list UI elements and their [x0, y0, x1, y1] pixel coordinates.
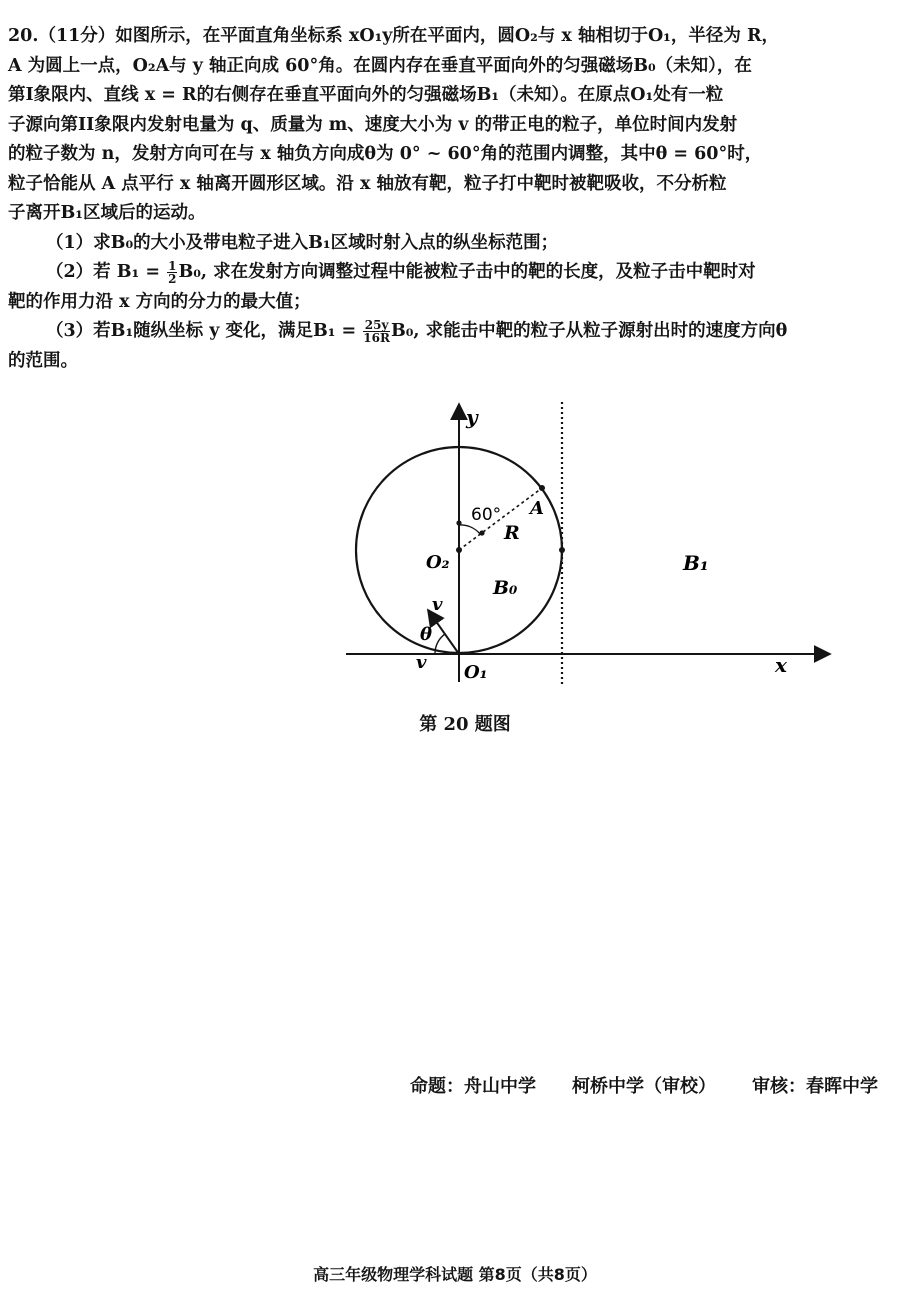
dot-on-axis	[456, 520, 461, 525]
stem-line: 子源向第II象限内发射电量为 q、质量为 m、速度大小为 v 的带正电的粒子，单位时间内发射	[8, 114, 738, 135]
label-r: R	[504, 522, 520, 544]
label-a: A	[530, 498, 544, 519]
question-points: （11分）	[38, 26, 116, 46]
part3-body: B₀, 求能击中靶的粒子从粒子源射出时的速度方向θ	[390, 321, 788, 341]
credit-author: 命题：舟山中学	[410, 1076, 536, 1097]
stem-line: 粒子恰能从 A 点平行 x 轴离开圆形区域。沿 x 轴放有靶，粒子打中靶时被靶吸收，不分析粒	[8, 173, 727, 194]
sub-question-1: （1）求B₀的大小及带电粒子进入B₁区域时射入点的纵坐标范围；	[46, 232, 559, 253]
question-number: 20.	[8, 26, 39, 46]
center-point-o2	[456, 547, 462, 553]
tangent-point	[559, 547, 565, 553]
label-b1: B₁	[683, 551, 709, 575]
question-20	[8, 22, 874, 376]
physics-diagram	[340, 392, 840, 692]
fraction-denominator: 2	[168, 272, 177, 286]
sub-question-3-cont: 的范围。	[8, 350, 78, 371]
part3-lead: （3）若B₁随纵坐标 y 变化，满足B₁ =	[46, 321, 357, 341]
fraction-numerator: 25y	[364, 318, 389, 332]
label-v-inclined: v	[432, 594, 443, 615]
stem-line: 如图所示，在平面直角坐标系 xO₁y所在平面内，圆O₂与 x 轴相切于O₁，半径为 R，	[115, 26, 779, 46]
credits	[374, 1072, 878, 1098]
stem-line: A 为圆上一点，O₂A与 y 轴正向成 60°角。在圆内存在垂直平面向外的匀强磁场B₀（未知），在	[8, 55, 752, 76]
point-a	[539, 485, 545, 491]
page-footer: 高三年级物理学科试题 第8页（共8页）	[313, 1265, 597, 1284]
label-v-horizontal: v	[416, 652, 427, 673]
dot-mid-radius	[479, 530, 484, 535]
label-x: x	[775, 653, 787, 677]
label-o2: O₂	[426, 552, 450, 573]
part2-body: B₀, 求在发射方向调整过程中能被粒子击中的靶的长度，及粒子击中靶时对	[178, 262, 756, 282]
stem-line: 的粒子数为 n，发射方向可在与 x 轴负方向成θ为 0° ~ 60°角的范围内调整，其中θ = 60°时，	[8, 144, 763, 164]
sub-question-2	[46, 258, 874, 288]
fraction-numerator: 1	[168, 259, 177, 273]
credit-proof: 柯桥中学（审校）	[572, 1076, 716, 1097]
fraction-one-half	[167, 260, 177, 285]
label-60-deg: 60°	[471, 505, 502, 525]
question-stem-line-1	[8, 22, 874, 52]
velocity-arrow-inclined	[428, 610, 459, 654]
label-o1: O₁	[464, 662, 488, 683]
credit-review: 审核：春晖中学	[752, 1076, 878, 1097]
label-theta: θ	[420, 624, 433, 645]
stem-line: 子离开B₁区域后的运动。	[8, 203, 206, 223]
sub-question-3	[46, 317, 874, 347]
figure-caption: 第 20 题图	[419, 714, 511, 735]
angle-arc	[459, 525, 480, 534]
fraction-25y-16r	[363, 319, 390, 344]
fraction-denominator: 16R	[363, 331, 390, 345]
part2-lead: （2）若 B₁ =	[46, 262, 160, 282]
stem-line: 第I象限内、直线 x = R的右侧存在垂直平面向外的匀强磁场B₁（未知）。在原点O₁处有一粒	[8, 85, 724, 105]
label-b0: B₀	[493, 577, 518, 599]
sub-question-2-cont: 靶的作用力沿 x 方向的分力的最大值；	[8, 291, 311, 312]
label-y: y	[466, 405, 478, 429]
